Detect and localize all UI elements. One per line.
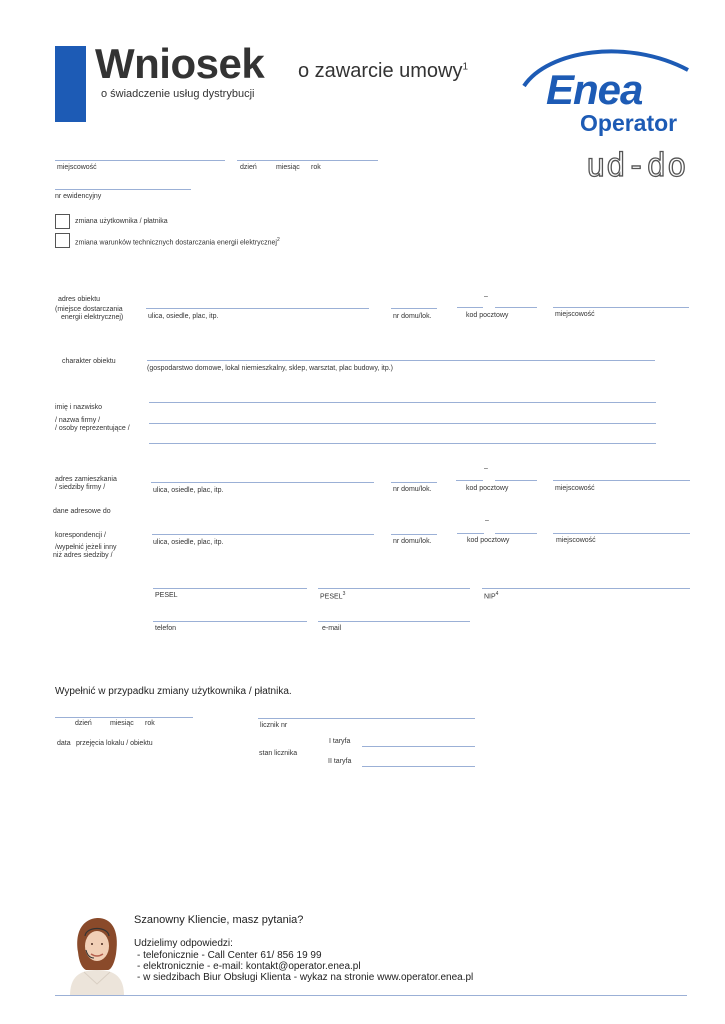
residence-street-field[interactable]	[151, 482, 374, 483]
takeover-date-label: data	[57, 740, 71, 747]
object-street-label: ulica, osiedle, plac, itp.	[148, 313, 219, 320]
object-street-field[interactable]	[146, 308, 369, 309]
logo-wordmark: Enea	[546, 66, 643, 113]
residence-postal-label: kod pocztowy	[466, 485, 509, 492]
title-footnote: 1	[462, 61, 469, 73]
tariff-1-label: I taryfa	[329, 738, 351, 745]
email-field[interactable]	[318, 621, 470, 622]
correspondence-house-field[interactable]	[391, 534, 437, 535]
reg-no-field[interactable]	[55, 189, 191, 190]
residence-house-field[interactable]	[391, 482, 437, 483]
change-conditions-label	[75, 238, 280, 246]
takeover-label: przejęcia lokalu / obiektu	[76, 740, 153, 747]
correspondence-postal-label: kod pocztowy	[467, 537, 510, 544]
footer-divider	[55, 995, 687, 996]
meter-no-field[interactable]	[258, 718, 475, 719]
correspondence-heading: dane adresowe do	[53, 508, 111, 515]
residence-postal-field-b[interactable]	[495, 480, 537, 481]
change-conditions-text: zmiana warunków technicznych dostarczania energii elektrycznej	[75, 239, 277, 247]
residence-label-2: / siedziby firmy /	[55, 484, 106, 491]
pesel2-footnote: 3	[342, 591, 346, 597]
tariff-1-field[interactable]	[362, 746, 475, 747]
pesel2-label	[320, 592, 345, 600]
object-postal-field-a[interactable]	[457, 307, 483, 308]
object-city-field[interactable]	[553, 307, 689, 308]
change-conditions-checkbox[interactable]	[55, 233, 70, 248]
takeover-date-field[interactable]	[55, 717, 193, 718]
phone-label: telefon	[155, 625, 177, 632]
nip-text: NIP	[484, 593, 496, 601]
takeover-day-label: dzień	[75, 720, 92, 727]
footer-answer: Udzielimy odpowiedzi:	[134, 938, 233, 949]
nip-footnote: 4	[495, 591, 499, 597]
day-label: dzień	[240, 164, 257, 171]
correspondence-label-3: niż adres siedziby /	[53, 552, 113, 559]
name-field[interactable]	[149, 402, 656, 403]
name-label: imię i nazwisko	[55, 404, 103, 411]
representatives-label: / osoby reprezentujące /	[55, 425, 130, 432]
footer-question: Szanowny Kliencie, masz pytania?	[134, 914, 304, 926]
object-city-label: miejscowość	[555, 311, 595, 318]
consultant-photo-icon	[64, 914, 130, 996]
tariff-2-label: II taryfa	[328, 758, 352, 765]
object-label-2: (miejsce dostarczania	[55, 306, 123, 313]
change-conditions-footnote: 2	[276, 237, 280, 243]
object-house-label: nr domu/lok.	[393, 313, 432, 320]
takeover-year-label: rok	[145, 720, 155, 727]
meter-no-label: licznik nr	[260, 722, 288, 729]
nip-field[interactable]	[482, 588, 690, 589]
pesel-label: PESEL	[155, 592, 178, 599]
character-label: charakter obiektu	[62, 358, 116, 365]
footer-phone: - telefonicznie - Call Center 61/ 856 19 99	[137, 950, 322, 961]
company-field[interactable]	[149, 423, 656, 424]
company-label: / nazwa firmy /	[55, 417, 101, 424]
place-label: miejscowość	[57, 164, 97, 171]
change-user-checkbox[interactable]	[55, 214, 70, 229]
month-label: miesiąc	[276, 164, 300, 171]
nip-label	[484, 592, 498, 600]
pesel2-text: PESEL	[320, 593, 343, 601]
correspondence-postal-dash: –	[485, 517, 489, 524]
correspondence-house-label: nr domu/lok.	[393, 538, 432, 545]
correspondence-postal-field-b[interactable]	[495, 533, 537, 534]
tariff-2-field[interactable]	[362, 766, 475, 767]
correspondence-city-label: miejscowość	[556, 537, 596, 544]
form-subtitle: o świadczenie usług dystrybucji	[101, 88, 255, 100]
form-title-rest	[298, 60, 468, 83]
object-postal-label: kod pocztowy	[466, 312, 509, 319]
footer-offices: - w siedzibach Biur Obsługi Klienta - wykaz na stronie www.operator.enea.pl	[137, 972, 474, 983]
object-house-field[interactable]	[391, 308, 437, 309]
date-field[interactable]	[237, 160, 378, 161]
pesel-field[interactable]	[153, 588, 307, 589]
meter-state-label: stan licznika	[259, 750, 298, 757]
object-postal-field-b[interactable]	[495, 307, 537, 308]
character-hint: (gospodarstwo domowe, lokal niemieszkalny, sklep, warsztat, plac budowy, itp.)	[147, 365, 394, 372]
pesel2-field[interactable]	[318, 588, 470, 589]
object-label-3: energii elektrycznej)	[61, 314, 124, 321]
character-field[interactable]	[147, 360, 655, 361]
residence-city-label: miejscowość	[555, 485, 595, 492]
correspondence-city-field[interactable]	[553, 533, 690, 534]
residence-city-field[interactable]	[553, 480, 690, 481]
object-postal-dash: –	[484, 293, 488, 300]
residence-postal-dash: –	[484, 465, 488, 472]
place-field[interactable]	[55, 160, 225, 161]
takeover-month-label: miesiąc	[110, 720, 134, 727]
residence-street-label: ulica, osiedle, plac, itp.	[153, 487, 224, 494]
correspondence-street-field[interactable]	[152, 534, 374, 535]
reg-no-label: nr ewidencyjny	[55, 193, 102, 200]
correspondence-postal-field-a[interactable]	[457, 533, 484, 534]
correspondence-label-2: /wypełnić jeżeli inny	[55, 544, 117, 551]
footer-email: - elektronicznie - e-mail: kontakt@operator.enea.pl	[137, 961, 361, 972]
residence-postal-field-a[interactable]	[456, 480, 483, 481]
change-section-heading: Wypełnić w przypadku zmiany użytkownika / płatnika.	[55, 686, 292, 697]
phone-field[interactable]	[153, 621, 307, 622]
email-label: e-mail	[322, 625, 342, 632]
form-code: ud-do	[586, 146, 688, 184]
residence-label: adres zamieszkania	[55, 476, 117, 483]
form-title: Wniosek	[95, 40, 265, 87]
change-user-label: zmiana użytkownika / płatnika	[75, 218, 168, 225]
residence-house-label: nr domu/lok.	[393, 486, 432, 493]
object-label: adres obiektu	[58, 296, 101, 303]
representatives-field[interactable]	[149, 443, 656, 444]
correspondence-street-label: ulica, osiedle, plac, itp.	[153, 539, 224, 546]
correspondence-label: korespondencji /	[55, 532, 106, 539]
logo-subtitle: Operator	[580, 110, 678, 136]
brand-bar	[55, 46, 86, 122]
title-rest-text: o zawarcie umowy	[298, 60, 463, 82]
year-label: rok	[311, 164, 321, 171]
